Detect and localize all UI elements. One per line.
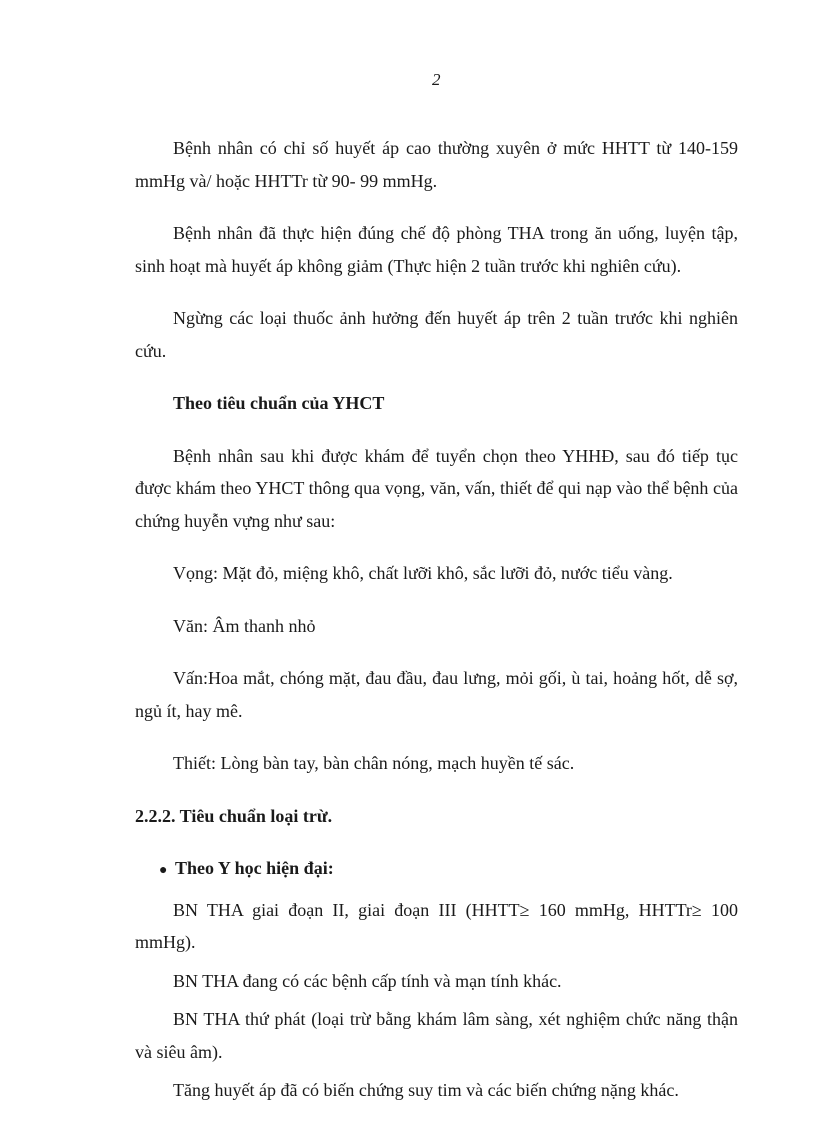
bullet-heading-label: Theo Y học hiện đại: (175, 858, 334, 878)
paragraph-exclusion-acute: BN THA đang có các bệnh cấp tính và mạn tính khác. (173, 970, 562, 991)
paragraph-exclusion-stage: BN THA giai đoạn II, giai đoạn III (HHTT≥ 160 mmHg, HHTTr≥ 100 mmHg). (135, 899, 738, 952)
paragraph-thiet: Thiết: Lòng bàn tay, bàn chân nóng, mạch huyền tế sác. (173, 753, 575, 773)
paragraph-exclusion-complications: Tăng huyết áp đã có biến chứng suy tim và các biến chứng nặng khác. (173, 1080, 679, 1100)
document-body (135, 132, 738, 1107)
bullet-icon: ● (159, 863, 168, 878)
paragraph-yhct-exam: Bệnh nhân sau khi được khám để tuyển chọn theo YHHĐ, sau đó tiếp tục được khám theo YHCT thông qua vọng, văn, vấn, thiết để qui nạp vào thể bệnh của chứng huyễn vựng như sau: (135, 445, 738, 531)
page-number: 2 (432, 70, 441, 89)
paragraph-van: Văn: Âm thanh nhỏ (173, 615, 316, 636)
paragraph-van-symptoms: Vấn:Hoa mắt, chóng mặt, đau đầu, đau lưng, mỏi gối, ù tai, hoảng hốt, dễ sợ, ngủ ít, hay mê. (135, 668, 738, 721)
paragraph-exclusion-secondary: BN THA thứ phát (loại trừ bằng khám lâm sàng, xét nghiệm chức năng thận và siêu âm). (135, 1009, 738, 1062)
heading-exclusion-criteria: 2.2.2. Tiêu chuẩn loại trừ. (135, 805, 333, 826)
paragraph-inclusion-medication: Ngừng các loại thuốc ảnh hưởng đến huyết áp trên 2 tuần trước khi nghiên cứu. (135, 308, 738, 361)
paragraph-vong: Vọng: Mặt đỏ, miệng khô, chất lưỡi khô, sắc lưỡi đỏ, nước tiểu vàng. (173, 563, 673, 583)
paragraph-inclusion-lifestyle: Bệnh nhân đã thực hiện đúng chế độ phòng THA trong ăn uống, luyện tập, sinh hoạt mà huyết áp không giảm (Thực hiện 2 tuần trước khi nghiên cứu). (135, 223, 738, 276)
heading-yhct-criteria: Theo tiêu chuẩn của YHCT (173, 393, 385, 413)
bullet-heading-modern-medicine (135, 852, 738, 888)
paragraph-inclusion-bp: Bệnh nhân có chỉ số huyết áp cao thường xuyên ở mức HHTT từ 140-159 mmHg và/ hoặc HHTTr từ 90- 99 mmHg. (135, 138, 738, 191)
